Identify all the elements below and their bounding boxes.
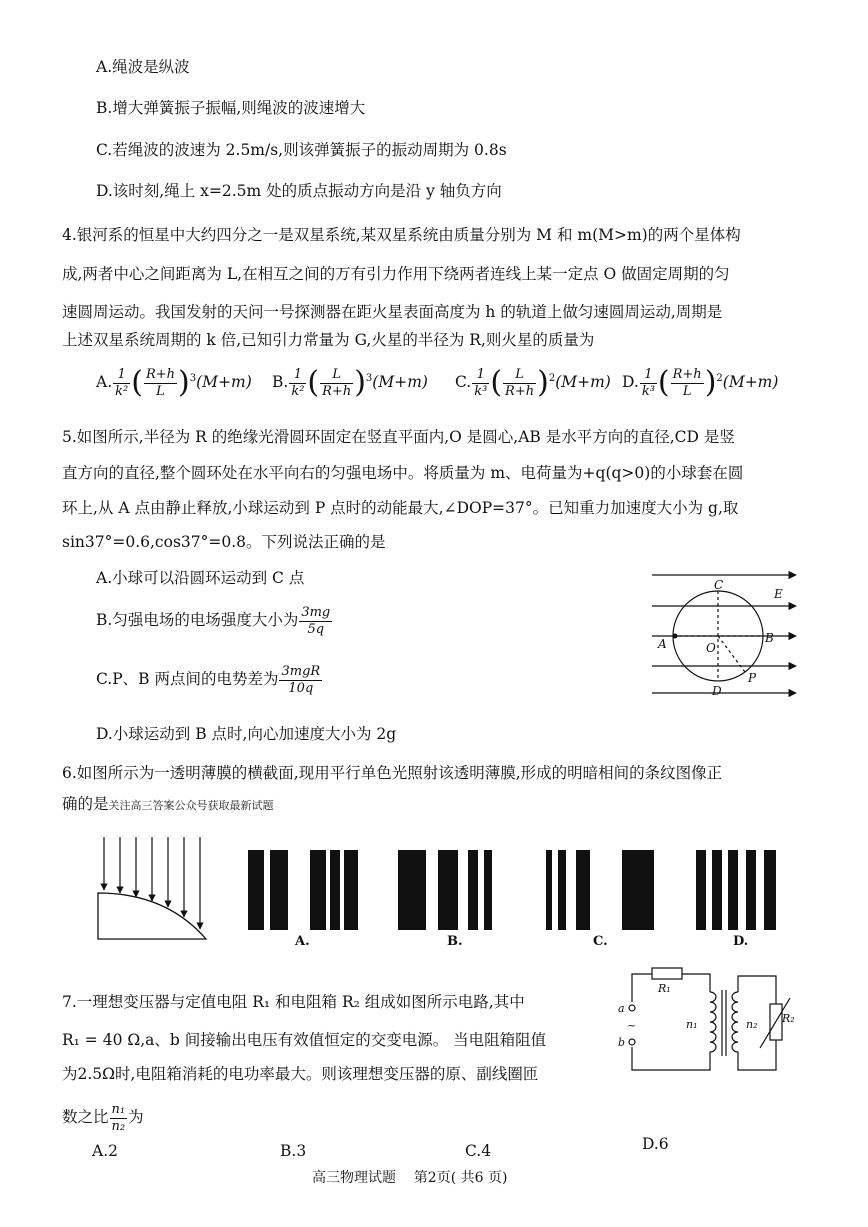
q6-label-c: C. — [593, 934, 608, 949]
label-C: C — [714, 578, 724, 592]
q7-option-d: D.6 — [642, 1135, 669, 1153]
label-ac-source: ~ — [627, 1019, 637, 1032]
label-R1: R₁ — [658, 982, 671, 995]
q4-line-4: 上述双星系统周期的 k 倍,已知引力常量为 G,火星的半径为 R,则火星的质量为 — [62, 331, 595, 349]
q6-pattern-a — [248, 850, 363, 930]
q4-line-2: 成,两者中心之间距离为 L,在相互之间的万有引力作用下绕两者连线上某一定点 O 做固定周期的匀 — [62, 265, 730, 283]
q3-option-a: A.绳波是纵波 — [96, 58, 190, 76]
page-footer: 高三物理试题 第2页( 共6 页) — [312, 1170, 508, 1186]
q7-line-4: 数之比 $\frac{\text{n₁}}{\text{n₂}}$ 为 — [62, 1102, 144, 1134]
q5-option-d: D.小球运动到 B 点时,向心加速度大小为 2g — [96, 725, 397, 743]
q6-line-1: 6.如图所示为一透明薄膜的横截面,现用平行单色光照射该透明薄膜,形成的明暗相间的条纹图像正 — [62, 764, 723, 782]
label-b: b — [618, 1036, 626, 1049]
q4-option-c: C. $\frac{1}{\text{k³}}$ ( $\frac{L}{R+h}$ )$^2$(M+m) — [455, 365, 611, 400]
q4-line-1: 4.银河系的恒星中大约四分之一是双星系统,某双星系统由质量分别为 M 和 m(M>m)的两个星体构 — [62, 226, 741, 244]
q5-line-1: 5.如图所示,半径为 R 的绝缘光滑圆环固定在竖直平面内,O 是圆心,AB 是水平方向的直径,CD 是竖 — [62, 428, 735, 446]
q7-option-a: A.2 — [92, 1142, 118, 1160]
q5-line-4: sin37°=0.6,cos37°=0.8。下列说法正确的是 — [62, 533, 386, 551]
q3-option-d: D.该时刻,绳上 x=2.5m 处的质点振动方向是沿 y 轴负方向 — [96, 182, 502, 200]
q5-option-a: A.小球可以沿圆环运动到 C 点 — [96, 569, 305, 587]
q4-option-d: D. $\frac{1}{\text{k³}}$ ( $\frac{R+h}{L}$ )$^2$(M+m) — [622, 365, 779, 400]
q6-pattern-b — [398, 850, 498, 930]
label-B: B — [765, 631, 774, 645]
q7-line-2: R₁ = 40 Ω,a、b 间接输出电压有效值恒定的交变电源。 当电阻箱阻值 — [62, 1031, 547, 1049]
q4-option-a: A. $\frac{1}{\text{k²}}$ ( $\frac{R+h}{L}$ )$^3$(M+m) — [96, 365, 252, 400]
q6-line-2: 确的是关注高三答案公众号获取最新试题 — [62, 795, 274, 813]
q4-option-b: B. $\frac{1}{\text{k²}}$ ( $\frac{L}{R+h}$ )$^3$(M+m) — [272, 365, 428, 400]
q7-line-3: 为2.5Ω时,电阻箱消耗的电功率最大。则该理想变压器的原、副线圈匝 — [62, 1065, 539, 1083]
q7-option-c: C.4 — [465, 1142, 492, 1160]
label-D: D — [712, 684, 722, 698]
label-a: a — [618, 1002, 625, 1015]
q4-line-3: 速圆周运动。我国发射的天问一号探测器在距火星表面高度为 h 的轨道上做匀速圆周运动,周期是 — [62, 303, 723, 321]
q7-line-1: 7.一理想变压器与定值电阻 R₁ 和电阻箱 R₂ 组成如图所示电路,其中 — [62, 993, 525, 1011]
label-n2: n₂ — [746, 1018, 758, 1031]
q5-option-b: B.匀强电场的电场强度大小为 $\frac{3mg}{5q}$ — [96, 605, 331, 637]
label-n1: n₁ — [686, 1018, 698, 1031]
q5-circle-field-figure — [648, 568, 798, 698]
q6-label-b: B. — [447, 934, 463, 949]
q5-line-2: 直方向的直径,整个圆环处在水平向右的匀强电场中。将质量为 m、电荷量为+q(q>0)的小球套在圆 — [62, 464, 744, 482]
q3-option-b: B.增大弹簧振子振幅,则绳波的波速增大 — [96, 99, 366, 117]
label-A: A — [658, 637, 667, 651]
q6-label-a: A. — [295, 934, 310, 949]
q7-option-b: B.3 — [280, 1142, 307, 1160]
q7-transformer-circuit — [618, 962, 798, 1077]
q6-pattern-d — [696, 850, 796, 930]
q5-line-3: 环上,从 A 点由静止释放,小球运动到 P 点时的动能最大,∠DOP=37°。已知重力加速度大小为 g,取 — [62, 499, 739, 517]
q5-option-c: C.P、B 两点间的电势差为 $\frac{\text{3mgR}}{10q}$ — [96, 664, 321, 696]
watermark: 关注高三答案公众号获取最新试题 — [108, 799, 274, 812]
label-P: P — [748, 671, 757, 685]
label-O: O — [706, 641, 716, 655]
q6-film-figure — [96, 835, 211, 945]
q6-pattern-c — [546, 850, 661, 930]
q3-option-c: C.若绳波的波速为 2.5m/s,则该弹簧振子的振动周期为 0.8s — [96, 141, 507, 159]
label-R2: R₂ — [782, 1012, 795, 1025]
q6-label-d: D. — [733, 934, 749, 949]
label-E: E — [774, 587, 783, 601]
